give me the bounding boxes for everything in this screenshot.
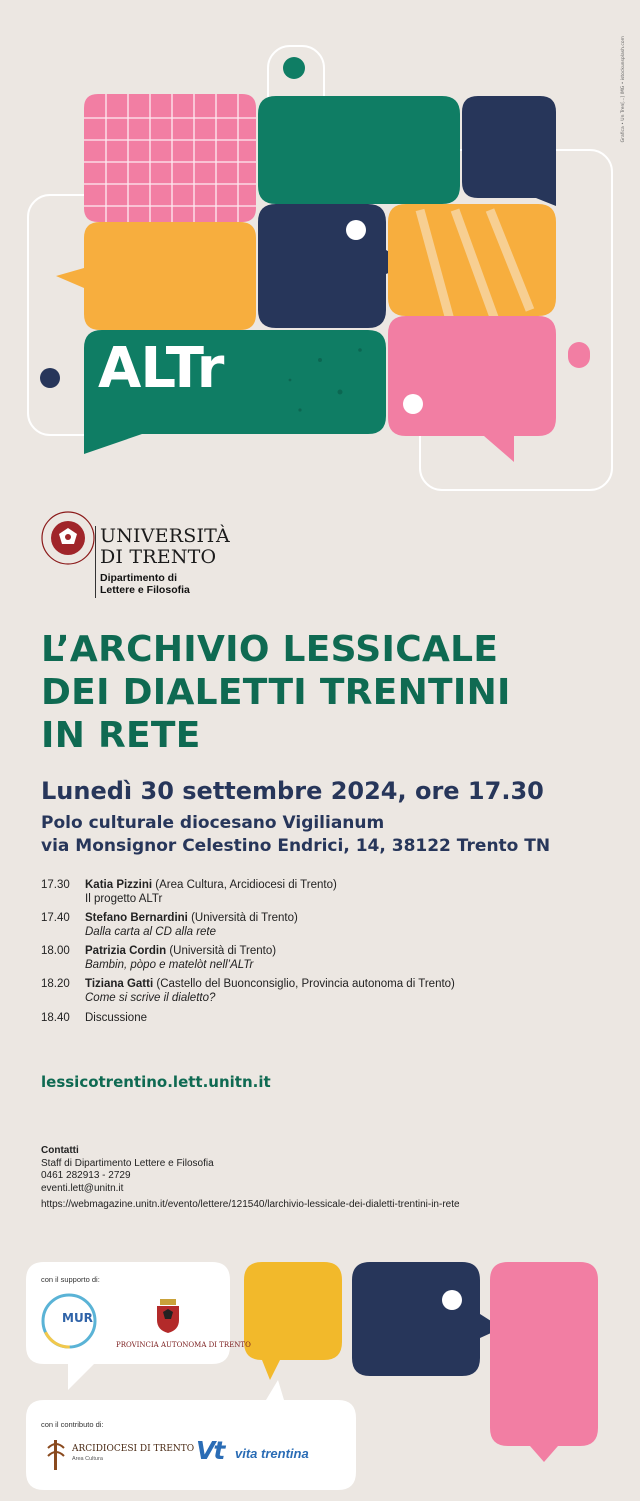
program-talk: Il progetto ALTr	[85, 893, 163, 905]
contacts-staff: Staff di Dipartimento Lettere e Filosofia	[41, 1157, 214, 1169]
program-time: 18.00	[41, 945, 70, 957]
event-datetime: Lunedì 30 settembre 2024, ore 17.30	[41, 777, 544, 805]
program-talk: Come si scrive il dialetto?	[85, 992, 216, 1004]
yellow-bubble	[244, 1262, 342, 1380]
event-title: L’ARCHIVIO LESSICALE DEI DIALETTI TRENTINI IN RETE	[41, 629, 511, 756]
pink-grid-bubble	[84, 94, 256, 238]
contacts-email[interactable]: eventi.lett@unitn.it	[41, 1182, 124, 1194]
program-speaker: Patrizia Cordin	[85, 945, 167, 957]
contacts-phone: 0461 282913 - 2729	[41, 1170, 131, 1181]
image-credit: Grafica • Un Tren[...] IMG • istockunsplash.com	[621, 36, 626, 143]
program-speaker: Tiziana Gatti	[85, 978, 154, 990]
program-list	[41, 878, 611, 1030]
hero-speech-bubbles	[0, 0, 640, 500]
program-item	[41, 977, 611, 1005]
navy-bubble-top	[462, 96, 556, 206]
pink-bubble	[388, 316, 556, 462]
program-item	[41, 1011, 611, 1025]
orange-bubble	[56, 222, 256, 330]
contacts-url[interactable]: https://webmagazine.unitn.it/evento/lettere/121540/larchivio-lessicale-dei-dialetti-trentini-in-rete	[41, 1199, 460, 1210]
program-time: 18.20	[41, 978, 70, 990]
contacts-block	[41, 1145, 460, 1212]
program-affiliation: (Castello del Buonconsiglio, Provincia autonoma di Trento)	[153, 978, 455, 990]
program-affiliation: Discussione	[85, 1012, 147, 1024]
navy-bird-bubble-footer	[352, 1262, 502, 1376]
provincia-crest-icon	[154, 1298, 182, 1334]
program-speaker: Katia Pizzini	[85, 879, 153, 891]
contacts-title: Contatti	[41, 1145, 79, 1156]
mur-logo-text: MUR	[62, 1311, 93, 1325]
program-affiliation: (Università di Trento)	[166, 945, 277, 957]
arcidiocesi-text: ARCIDIOCESI DI TRENTO	[72, 1444, 195, 1454]
navy-dot	[40, 368, 60, 388]
bird-eye	[346, 220, 366, 240]
navy-bird-bubble	[258, 204, 410, 328]
university-seal-icon	[40, 510, 96, 566]
program-affiliation: (Area Cultura, Arcidiocesi di Trento)	[152, 879, 337, 891]
department-name: Dipartimento di Lettere e Filosofia	[100, 572, 190, 596]
pink-dot	[568, 342, 590, 368]
university-name: UNIVERSITÀ DI TRENTO	[100, 525, 230, 568]
event-venue: Polo culturale diocesano Vigilianum via Monsignor Celestino Endrici, 14, 38122 Trento TN	[41, 813, 551, 856]
footer-bubbles	[0, 1250, 640, 1501]
altr-logo-text: ALTr	[98, 336, 224, 401]
logo-divider	[95, 526, 96, 598]
arcidiocesi-sub: Area Cultura	[72, 1456, 103, 1462]
program-talk: Dalla carta al CD alla rete	[85, 926, 217, 938]
arcidiocesi-emblem-icon	[44, 1438, 68, 1474]
program-talk: Bambin, pòpo e matelòt nell’ALTr	[85, 959, 254, 971]
support-label: con il supporto di:	[41, 1275, 100, 1284]
pink-bubble-dot	[403, 394, 423, 414]
program-time: 18.40	[41, 1012, 70, 1024]
program-time: 17.30	[41, 879, 70, 891]
program-item	[41, 878, 611, 906]
green-dot	[283, 57, 305, 79]
contrib-bubble	[26, 1380, 356, 1490]
program-time: 17.40	[41, 912, 70, 924]
program-speaker: Stefano Bernardini	[85, 912, 188, 924]
website-link[interactable]: lessicotrentino.lett.unitn.it	[41, 1073, 271, 1091]
bird-eye-footer	[442, 1290, 462, 1310]
program-affiliation: (Università di Trento)	[187, 912, 298, 924]
program-item	[41, 944, 611, 972]
program-item	[41, 911, 611, 939]
vita-trentina-mark: Vt	[196, 1436, 224, 1465]
vita-trentina-text: vita trentina	[235, 1446, 309, 1461]
university-logo	[40, 510, 240, 600]
contrib-label: con il contributo di:	[41, 1420, 104, 1429]
provincia-text: PROVINCIA AUTONOMA DI TRENTO	[116, 1341, 251, 1349]
pink-bubble-footer	[490, 1262, 598, 1462]
